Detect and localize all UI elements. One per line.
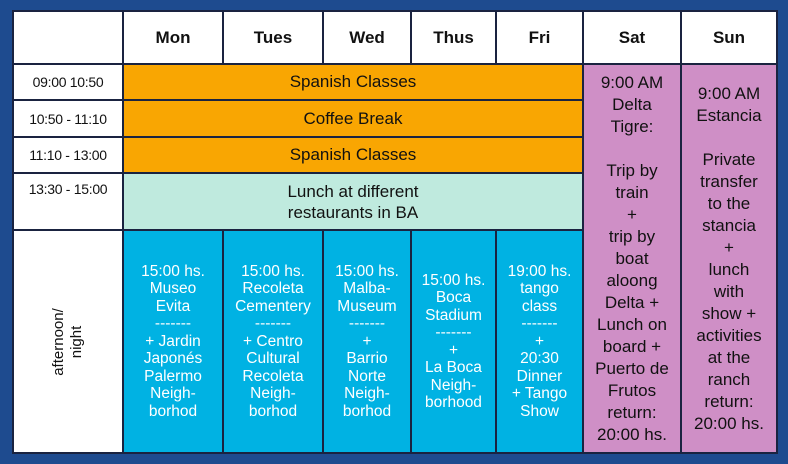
day-header-sat: Sat bbox=[583, 11, 681, 64]
afternoon-tue-bottom: + Centro Cultural Recoleta Neigh- borhod bbox=[242, 332, 304, 420]
sunday-estancia bbox=[681, 64, 777, 453]
lunch-line-2: restaurants in BA bbox=[287, 202, 419, 222]
afternoon-fri bbox=[496, 230, 583, 453]
afternoon-mon-top: 15:00 hs. Museo Evita ------- bbox=[141, 262, 205, 333]
spanish-classes-late-morning: Spanish Classes bbox=[123, 137, 583, 173]
day-header-fri: Fri bbox=[496, 11, 583, 64]
afternoon-mon bbox=[123, 230, 223, 453]
day-header-mon: Mon bbox=[123, 11, 223, 64]
saturday-title: 9:00 AM Delta Tigre: bbox=[600, 72, 664, 136]
afternoon-fri-top: 19:00 hs. tango class ------- + bbox=[507, 262, 572, 350]
afternoon-wed-top: 15:00 hs. Malba- Museum ------- + bbox=[335, 262, 399, 350]
header-row bbox=[13, 11, 777, 64]
time-slot-4: 13:30 - 15:00 bbox=[13, 173, 123, 230]
afternoon-tue-top: 15:00 hs. Recoleta Cementery ------- bbox=[235, 262, 311, 333]
afternoon-thu-top: 15:00 hs. Boca Stadium ------- + bbox=[421, 271, 486, 359]
afternoon-thu-bottom: La Boca Neigh- borhood bbox=[425, 359, 482, 411]
day-header-wed: Wed bbox=[323, 11, 411, 64]
sunday-details: Private transfer to the stancia + lunch with show + activities at the ranch return: 20:00 hs. bbox=[694, 149, 764, 433]
afternoon-night-label bbox=[13, 230, 123, 453]
corner-cell bbox=[13, 11, 123, 64]
afternoon-label-line2: night bbox=[68, 325, 85, 358]
spanish-classes-morning: Spanish Classes bbox=[123, 64, 583, 100]
saturday-delta-tigre bbox=[583, 64, 681, 453]
time-slot-3: 11:10 - 13:00 bbox=[13, 137, 123, 173]
time-slot-2: 10:50 - 11:10 bbox=[13, 100, 123, 137]
time-slot-1: 09:00 10:50 bbox=[13, 64, 123, 100]
lunch-line-1: Lunch at different bbox=[287, 181, 419, 201]
afternoon-fri-bottom: 20:30 Dinner + Tango Show bbox=[511, 350, 568, 420]
slot-row-1 bbox=[13, 64, 777, 100]
afternoon-wed bbox=[323, 230, 411, 453]
day-header-tue: Tues bbox=[223, 11, 323, 64]
sunday-title: 9:00 AM Estancia bbox=[696, 83, 762, 125]
saturday-details: Trip by train + trip by boat aloong Delta + Lunch on board + Puerto de Frutos return: 20:00 hs. bbox=[595, 160, 669, 444]
lunch-cell bbox=[123, 173, 583, 230]
coffee-break: Coffee Break bbox=[123, 100, 583, 137]
afternoon-wed-bottom: Barrio Norte Neigh- borhod bbox=[342, 350, 392, 420]
afternoon-tue bbox=[223, 230, 323, 453]
afternoon-thu bbox=[411, 230, 496, 453]
afternoon-label-line1: afternoon/ bbox=[50, 307, 67, 376]
day-header-thu: Thus bbox=[411, 11, 496, 64]
afternoon-mon-bottom: + Jardin Japonés Palermo Neigh- borhod bbox=[143, 332, 203, 420]
weekly-schedule-table bbox=[12, 10, 778, 454]
day-header-sun: Sun bbox=[681, 11, 777, 64]
